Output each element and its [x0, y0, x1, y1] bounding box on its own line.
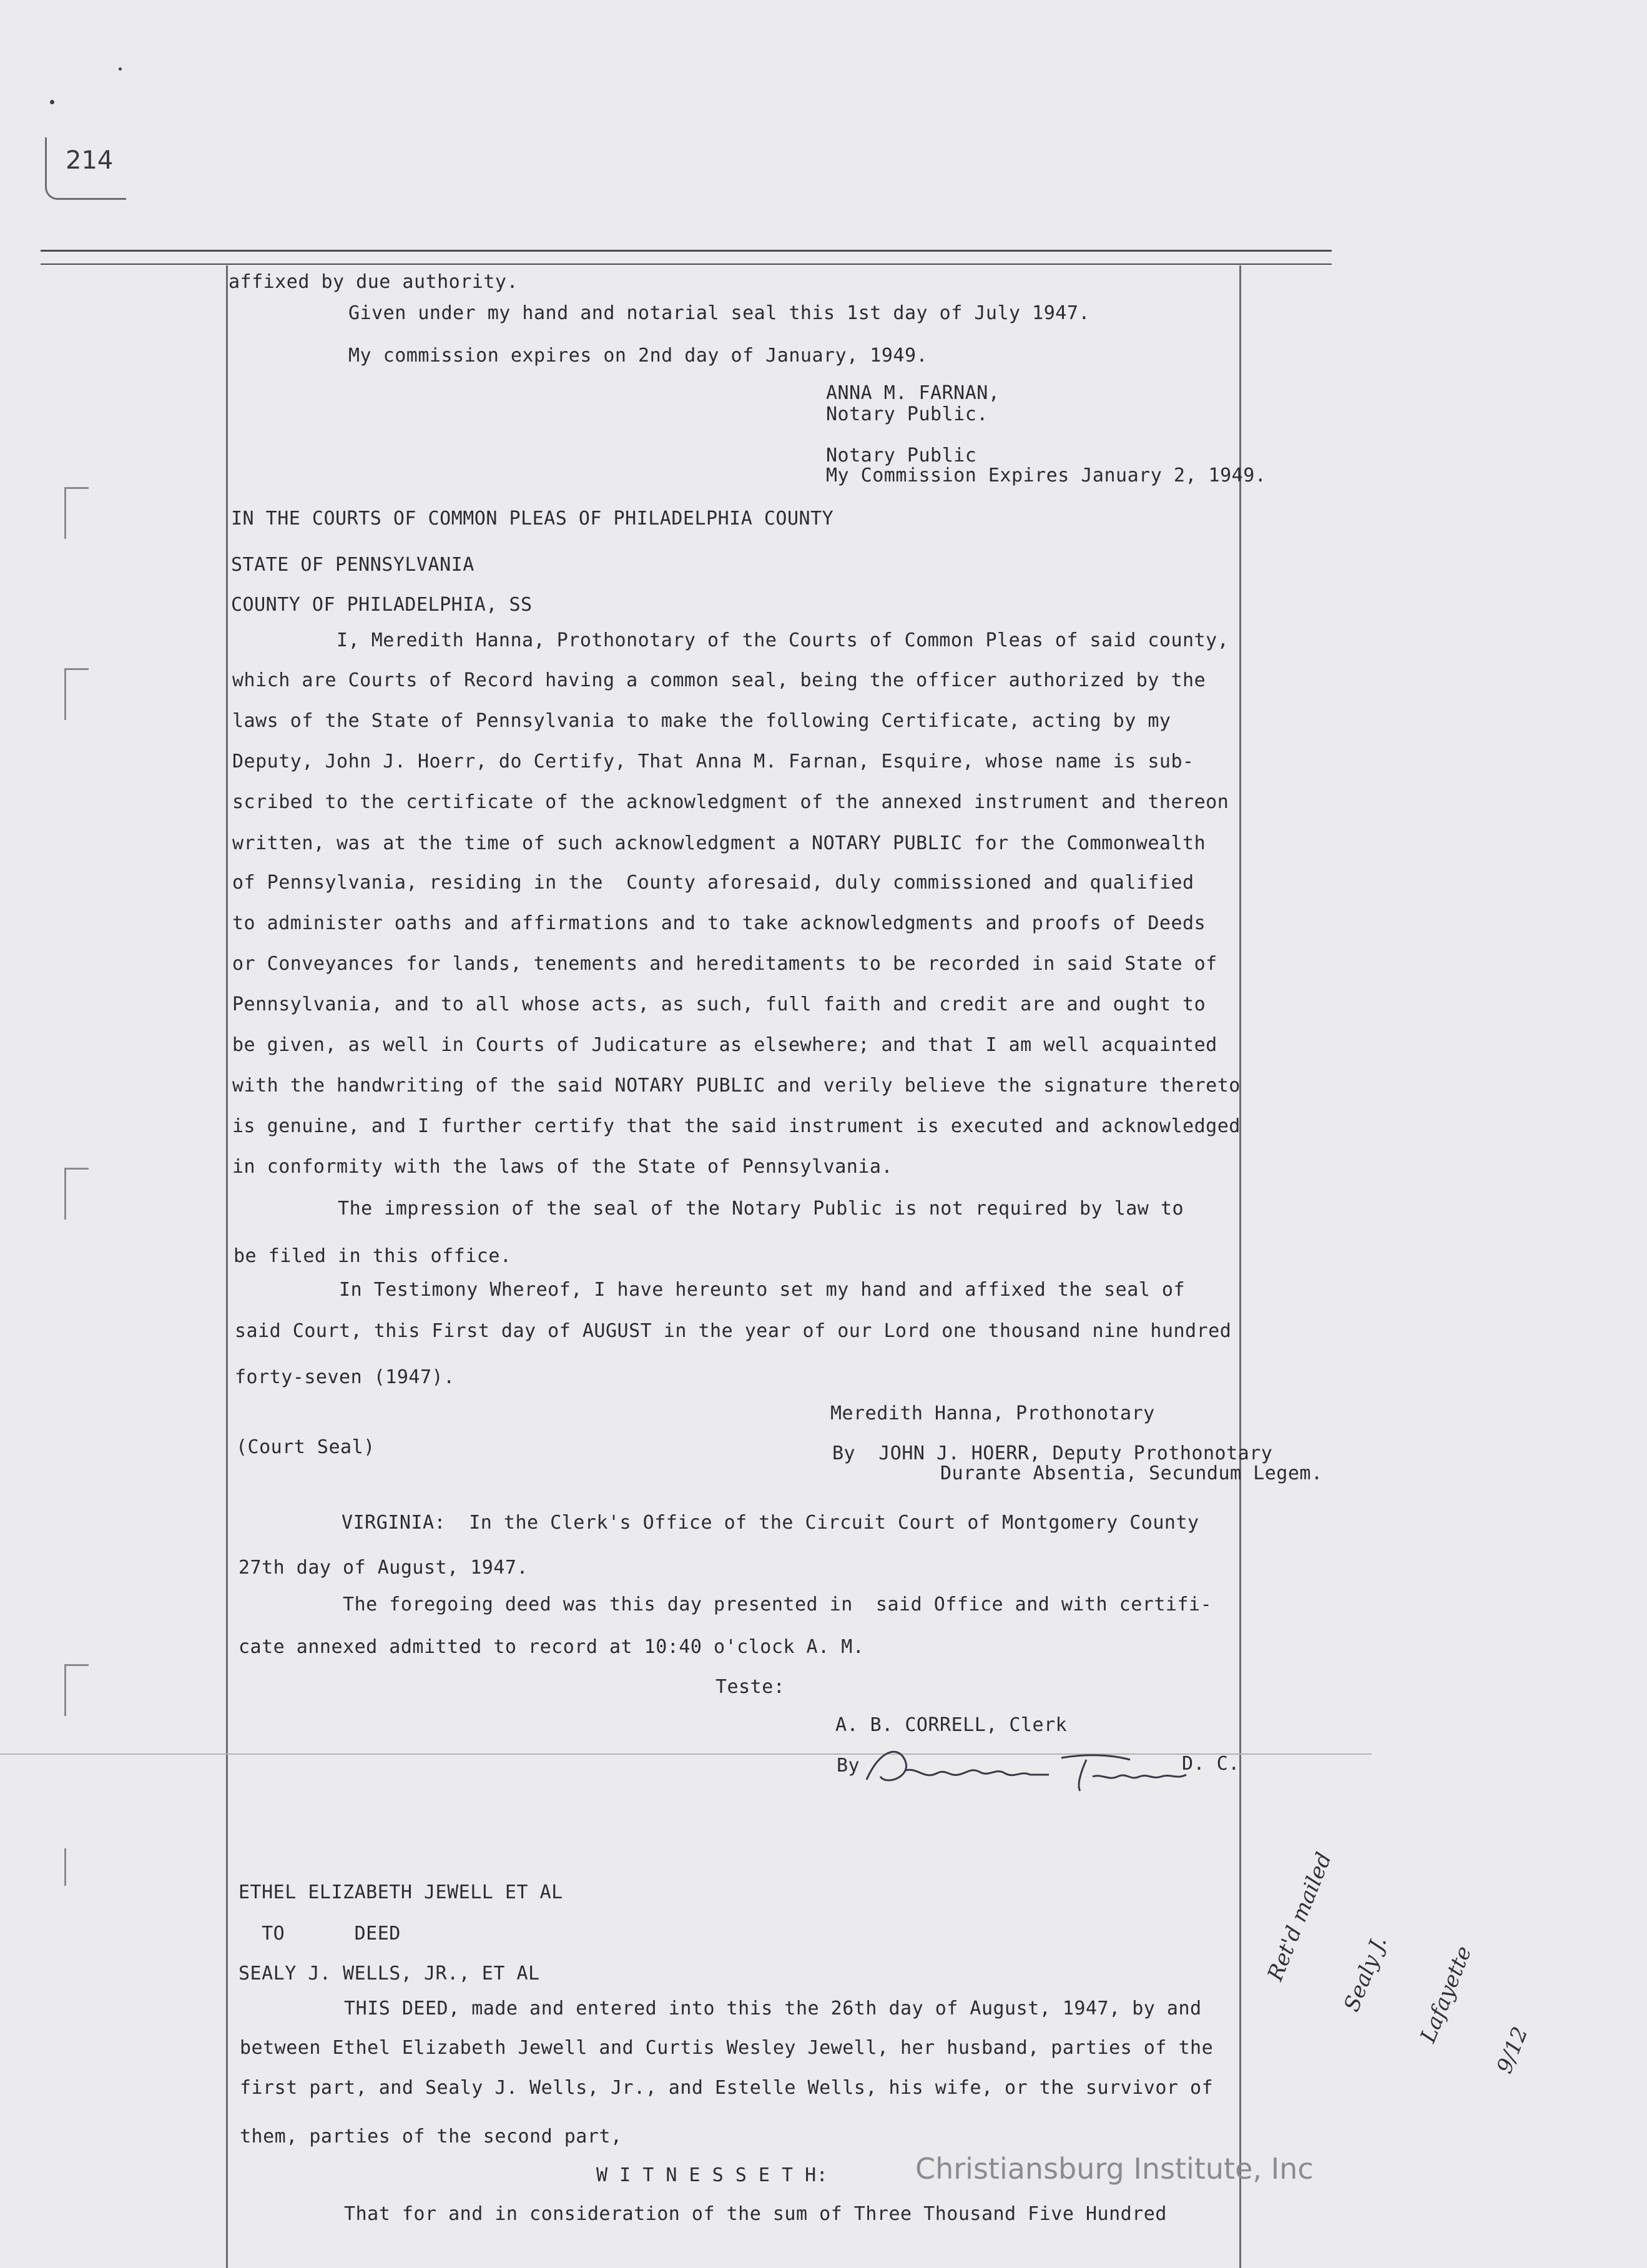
body-line: written, was at the time of such acknowledgment a NOTARY PUBLIC for the Commonwealth: [232, 832, 1206, 854]
notary-title: Notary Public.: [826, 403, 988, 425]
body-line: with the handwriting of the said NOTARY PUBLIC and verily believe the signature thereto: [232, 1075, 1241, 1097]
body-line: In Testimony Whereof, I have hereunto set my hand and affixed the seal of: [235, 1279, 1186, 1301]
body-line: Deputy, John J. Hoerr, do Certify, That Anna M. Farnan, Esquire, whose name is sub-: [232, 751, 1194, 772]
note-line: Sealy J.: [1339, 1932, 1392, 2016]
text-line: My commission expires on 2nd day of January, 1949.: [348, 345, 928, 367]
clerk-line: cate annexed admitted to record at 10:40 o'clock A. M.: [238, 1636, 865, 1658]
prothonotary-line: Meredith Hanna, Prothonotary: [830, 1403, 1155, 1424]
deed-line: first part, and Sealy J. Wells, Jr., and Estelle Wells, his wife, or the survivor of: [240, 2077, 1214, 2099]
deed-party-1: ETHEL ELIZABETH JEWELL ET AL: [238, 1881, 563, 1903]
left-column-line: [226, 265, 228, 2268]
body-line: be given, as well in Courts of Judicature as elsewhere; and that I am well acquainted: [232, 1034, 1217, 1056]
body-line: Pennsylvania, and to all whose acts, as such, full faith and credit are and ought to: [232, 993, 1206, 1015]
deputy-line: Durante Absentia, Secundum Legem.: [940, 1462, 1323, 1484]
deed-line: That for and in consideration of the sum of Three Thousand Five Hundred: [240, 2203, 1167, 2225]
body-line: which are Courts of Record having a common seal, being the officer authorized by the: [232, 669, 1206, 691]
dc-label: D. C.: [1182, 1753, 1240, 1775]
speck: [119, 67, 122, 71]
body-line: said Court, this First day of AUGUST in the year of our Lord one thousand nine hundred: [235, 1320, 1232, 1342]
deputy-line: By JOHN J. HOERR, Deputy Prothonotary: [832, 1442, 1273, 1464]
right-column-line: [1239, 265, 1241, 2268]
top-rule-2: [41, 264, 1332, 265]
deed-line: THIS DEED, made and entered into this the 26th day of August, 1947, by and: [240, 1998, 1202, 2019]
top-rule: [41, 250, 1332, 252]
body-line: of Pennsylvania, residing in the County aforesaid, duly commissioned and qualified: [232, 872, 1194, 894]
clerk-signature: [862, 1742, 1211, 1798]
deed-to: TO DEED: [238, 1923, 401, 1945]
note-line: Ret'd mailed: [1262, 1849, 1337, 1984]
margin-mark: [64, 487, 89, 539]
clerk-line: 27th day of August, 1947.: [238, 1557, 529, 1579]
deed-party-2: SEALY J. WELLS, JR., ET AL: [238, 1963, 540, 1984]
page-number-tag: 214: [45, 137, 126, 200]
watermark: Christiansburg Institute, Inc: [915, 2152, 1314, 2186]
court-seal: (Court Seal): [236, 1436, 375, 1458]
margin-mark: [64, 1848, 89, 1886]
state-heading: STATE OF PENNSYLVANIA: [231, 554, 474, 576]
body-line: in conformity with the laws of the State of Pennsylvania.: [232, 1156, 893, 1178]
body-line: scribed to the certificate of the acknowledgment of the annexed instrument and thereon: [232, 791, 1229, 813]
witnesseth-heading: W I T N E S S E T H:: [596, 2164, 828, 2186]
body-line: The impression of the seal of the Notary Public is not required by law to: [234, 1198, 1184, 1220]
notary-stamp-line: My Commission Expires January 2, 1949.: [826, 465, 1267, 486]
notary-name: ANNA M. FARNAN,: [826, 382, 1000, 404]
teste-label: Teste:: [715, 1676, 785, 1698]
speck: [50, 100, 54, 104]
clerk-line: VIRGINIA: In the Clerk's Office of the Circuit Court of Montgomery County: [237, 1512, 1199, 1534]
margin-mark: [64, 1168, 89, 1220]
margin-mark: [64, 1664, 89, 1716]
deed-line: them, parties of the second part,: [240, 2126, 622, 2147]
notary-stamp-line: Notary Public: [826, 445, 977, 466]
margin-mark: [64, 668, 89, 720]
text-line: affixed by due authority.: [229, 271, 519, 293]
deed-line: between Ethel Elizabeth Jewell and Curtis Wesley Jewell, her husband, parties of the: [240, 2037, 1214, 2059]
clerk-name: A. B. CORRELL, Clerk: [835, 1714, 1068, 1736]
court-heading: IN THE COURTS OF COMMON PLEAS OF PHILADELPHIA COUNTY: [231, 508, 834, 530]
body-line: is genuine, and I further certify that the said instrument is executed and acknowledged: [232, 1115, 1241, 1137]
body-line: I, Meredith Hanna, Prothonotary of the Courts of Common Pleas of said county,: [232, 629, 1229, 651]
note-line: 9/12: [1492, 2023, 1533, 2078]
body-line: laws of the State of Pennsylvania to make the following Certificate, acting by my: [232, 710, 1171, 732]
note-line: Lafayette: [1415, 1942, 1477, 2046]
body-line: forty-seven (1947).: [235, 1366, 455, 1388]
body-line: to administer oaths and affirmations and to take acknowledgments and proofs of Deeds: [232, 912, 1206, 934]
by-label: By: [837, 1755, 860, 1777]
clerk-line: The foregoing deed was this day presented in said Office and with certifi-: [238, 1594, 1212, 1615]
text-line: Given under my hand and notarial seal this 1st day of July 1947.: [348, 302, 1090, 324]
body-line: be filed in this office.: [234, 1245, 512, 1267]
body-line: or Conveyances for lands, tenements and hereditaments to be recorded in said State of: [232, 953, 1217, 975]
county-heading: COUNTY OF PHILADELPHIA, SS: [231, 594, 533, 616]
handwritten-margin-note: [1164, 1820, 1533, 2078]
